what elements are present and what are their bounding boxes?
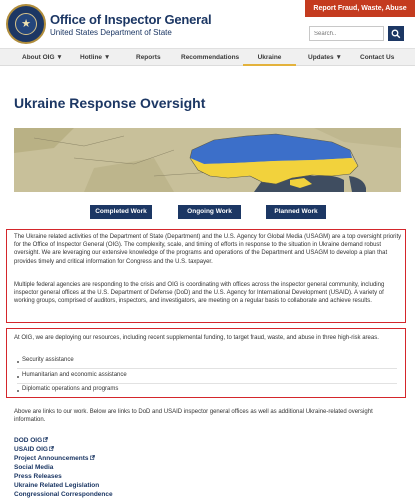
nav-hotline[interactable]: Hotline ▼	[80, 54, 111, 61]
intro-paragraph-1: The Ukraine related activities of the Department of State (Department) and the U.S. Agency for Global Media (USAGM) are a top oversight priority for the Office of Inspector General (OIG). The complexity, scale, and timing of efforts in response to the situation in Ukraine demand robust oversight. We are leveraging our extensive knowledge of the programs and operations of the Department and USAGM to develop a plan that provides timely and critical information for Congress and the U.S. taxpayer.	[14, 234, 402, 265]
link-label[interactable]: DOD OIG	[14, 437, 43, 444]
ongoing-work-button[interactable]: Ongoing Work	[178, 205, 241, 219]
page-title: Ukraine Response Oversight	[14, 95, 206, 111]
seal-inner-ring	[15, 13, 37, 35]
search-input[interactable]	[309, 26, 384, 41]
org-name[interactable]: Office of Inspector General	[50, 12, 212, 27]
ukraine-map-banner	[14, 128, 401, 192]
link-congressional-correspondence[interactable]: Congressional Correspondence	[14, 491, 113, 498]
link-usaid-oig[interactable]	[14, 446, 54, 453]
search-button[interactable]	[388, 26, 404, 41]
nav-updates[interactable]: Updates ▼	[308, 54, 342, 61]
europe-map-illustration	[14, 128, 401, 192]
focus-bullet-security: Security assistance	[22, 357, 74, 363]
nav-ukraine[interactable]: Ukraine	[243, 49, 296, 66]
intro-paragraph-2: Multiple federal agencies are responding to the crisis and OIG is coordinating with offices across the inspector general community, including inspector general offices at the U.S. Department of Defense (DoD) and the U.S. Agency for International Development (USAID). A variety of working groups, comprised of auditors, inspectors, and investigators, are meeting on a regular basis to collaborate and achieve results.	[14, 282, 385, 305]
links-intro: Above are links to our work. Below are links to DoD and USAID inspector general offices as well as additional Ukraine-related oversight information.	[14, 409, 373, 424]
link-label[interactable]: Project Announcements	[14, 455, 89, 462]
bullet-divider	[17, 383, 397, 384]
external-link-icon	[49, 446, 54, 451]
department-seal-icon[interactable]	[6, 4, 46, 44]
focus-bullet-humanitarian: Humanitarian and economic assistance	[22, 372, 127, 378]
site-header	[0, 0, 415, 48]
search-icon	[391, 29, 401, 39]
focus-lead: At OIG, we are deploying our resources, including recent supplemental funding, to target fraud, waste, and abuse in three high-risk areas.	[14, 335, 379, 341]
completed-work-button[interactable]: Completed Work	[90, 205, 152, 219]
link-ukraine-legislation[interactable]: Ukraine Related Legislation	[14, 482, 100, 489]
external-link-icon	[43, 437, 48, 442]
planned-work-button[interactable]: Planned Work	[266, 205, 326, 219]
main-nav	[0, 48, 415, 66]
link-social-media[interactable]: Social Media	[14, 464, 54, 471]
nav-contact-us[interactable]: Contact Us	[360, 54, 395, 61]
bullet-divider	[17, 368, 397, 369]
report-fraud-button[interactable]: Report Fraud, Waste, Abuse	[305, 0, 415, 17]
nav-about-oig[interactable]: About OIG ▼	[22, 54, 63, 61]
external-link-icon	[90, 455, 95, 460]
org-subtitle: United States Department of State	[50, 28, 172, 37]
bullet-dot	[17, 390, 19, 392]
bullet-dot	[17, 361, 19, 363]
nav-recommendations[interactable]: Recommendations	[181, 54, 240, 61]
focus-bullet-diplomatic: Diplomatic operations and programs	[22, 386, 119, 392]
link-label[interactable]: USAID OIG	[14, 446, 48, 453]
nav-reports[interactable]: Reports	[136, 54, 161, 61]
bullet-dot	[17, 376, 19, 378]
seal-eagle-icon: ★	[21, 18, 31, 30]
link-press-releases[interactable]: Press Releases	[14, 473, 62, 480]
link-dod-oig[interactable]	[14, 437, 48, 444]
link-project-announcements[interactable]	[14, 455, 95, 462]
